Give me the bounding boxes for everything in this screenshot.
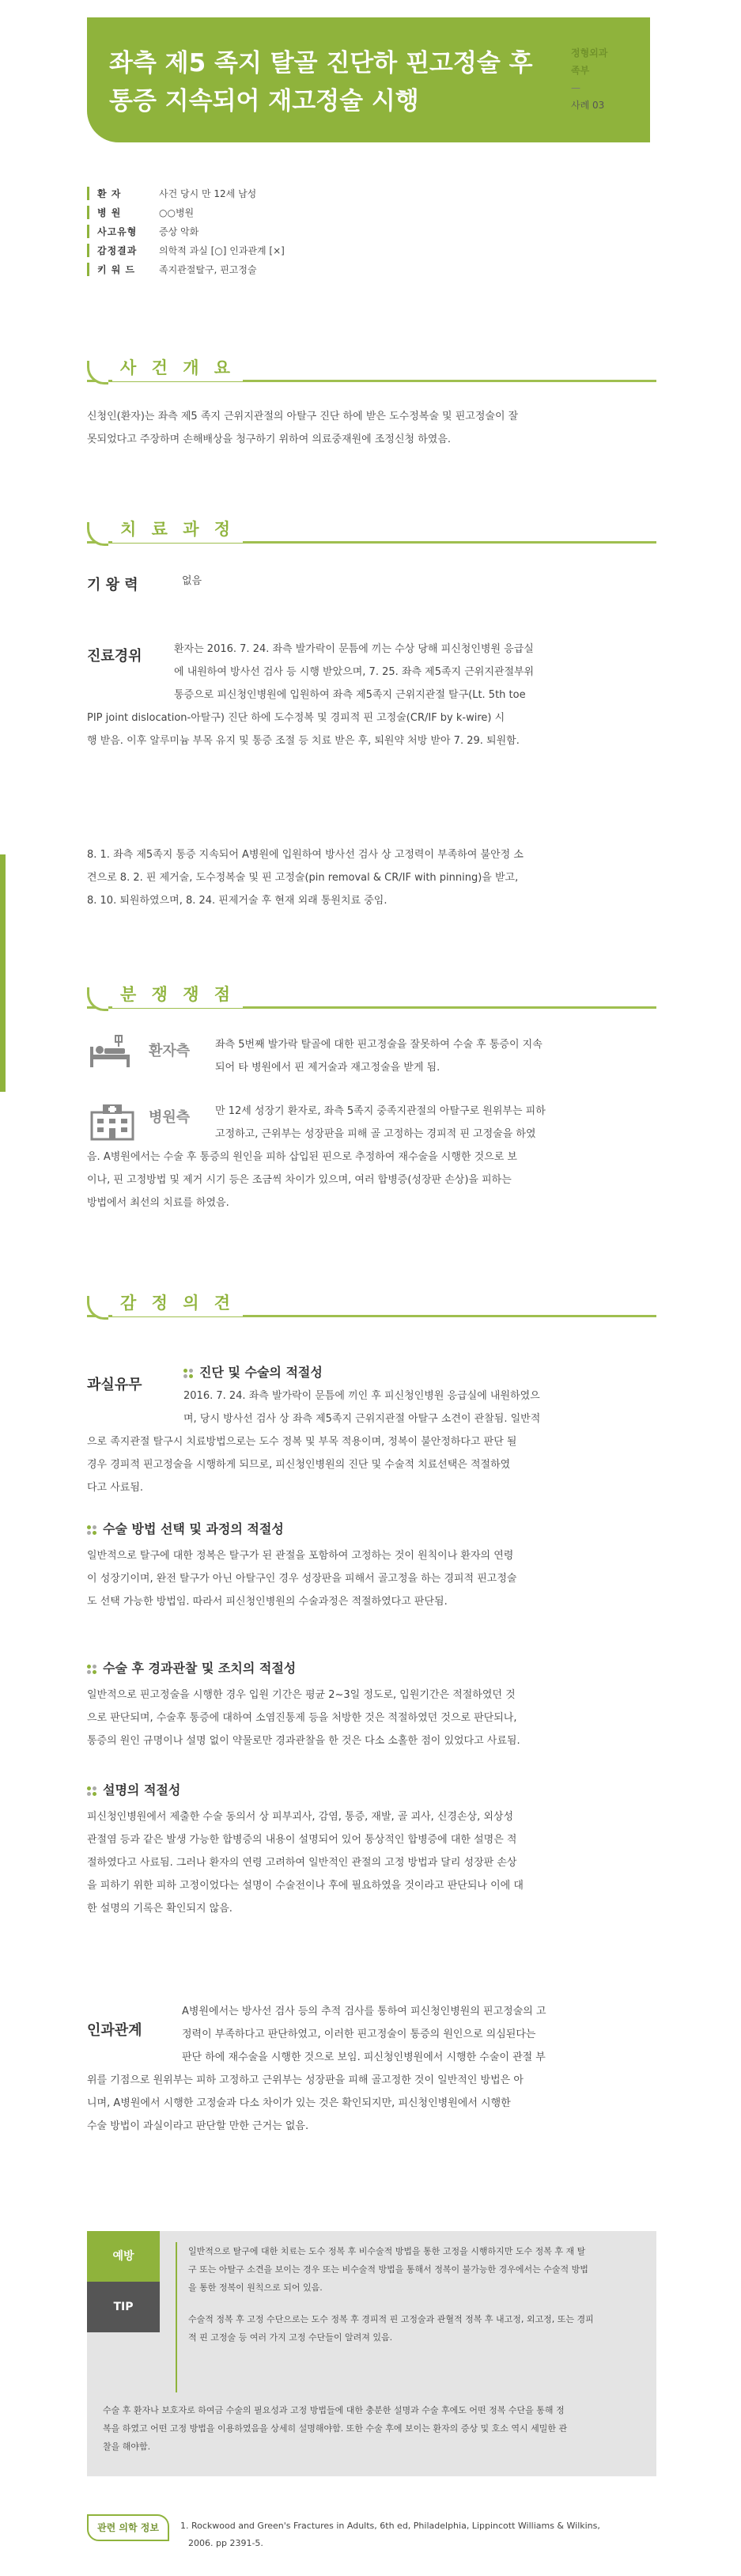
criterion-diagnosis-title: 진단 및 수술의 적절성 (183, 1362, 323, 1381)
past-history-value: 없음 (182, 575, 202, 587)
negligence-label: 과실유무 (87, 1377, 142, 1393)
case-title-line1: 좌측 제5 족지 탈골 진단하 핀고정술 후 (109, 49, 533, 78)
course-paragraph-continued: 8. 1. 좌측 제5족지 통증 지속되어 A병원에 입원하여 방사선 검사 상 고정력이 부족하여 불안정 소 견으로 8. 2. 핀 제거술, 도수정복술 및 핀 고정술(pin removal & CR/IF with pinning)을 받고, 8. 10. 퇴원하였으며, 8. 24. 핀제거술 후 현재 외래 통원치료 중임. (87, 849, 524, 907)
reference-text: 1. Rockwood and Green's Fractures in Adults, 6th ed, Philadelphia, Lippincott Williams & Wilkins, 2006. pp 2391-5. (180, 2521, 600, 2548)
hospital-side-label: 병원측 (149, 1109, 191, 1126)
tip-paragraph-3: 수술 후 환자나 보호자로 하여금 수술의 필요성과 고정 방법들에 대한 충분한 설명과 수술 후에도 어떤 정복 수단을 통해 정 복을 하였고 어떤 고정 방법을 이용하였음을 상세히 설명해야함. 또한 수술 후에 보이는 환자의 증상 및 호소 역시 세밀한 관 찰을 해야함. (103, 2405, 568, 2452)
reference-label: 관련 의학 정보 (87, 2514, 169, 2541)
patient-claim-paragraph: 좌측 5번째 발가락 탈골에 대한 핀고정술을 잘못하여 수술 후 통증이 지속 되어 타 병원에서 핀 제거술과 재고정술을 받게 됨. (215, 1039, 543, 1074)
section-heading-dispute: 분 쟁 쟁 점 (87, 981, 656, 1021)
overview-paragraph: 신청인(환자)는 좌측 제5 족지 근위지관절의 아탈구 진단 하에 받은 도수정복술 및 핀고정술이 잘 못되었다고 주장하며 손해배상을 청구하기 위하여 의료중재원에 조정신청 하였음. (87, 411, 519, 445)
bullet-dots-icon (183, 1369, 195, 1378)
criterion-method-text: 일반적으로 탈구에 대한 정복은 탈구가 된 관절을 포함하여 고정하는 것이 원칙이나 환자의 연령 이 성장기이며, 완전 탈구가 아닌 아탈구인 경우 성장판을 피해서 골고정을 하는 경피적 핀고정술 도 선택 가능한 방법임. 따라서 피신청인병원의 수술과정은 적절하였다고 판단됨. (87, 1550, 517, 1608)
case-title-line2: 통증 지속되어 재고정술 시행 (109, 87, 419, 116)
course-label: 진료경위 (87, 648, 142, 665)
case-category (571, 44, 607, 114)
causation-paragraph: A병원에서는 방사선 검사 등의 추적 검사를 통하여 피신청인병원의 핀고정술의 고 정력이 부족하다고 판단하였고, 이러한 핀고정술이 통증의 원인으로 의심된다는 판단 하에 재수술을 시행한 것으로 보임. 피신청인병원에서 시행한 수술이 관절 부 위를 기점으로 원위부는 피하 고정하고 근위부는 성장판을 피해 골고정한 것이 일반적인 방법은 아 니며, A병원에서 시행한 고정술과 다소 차이가 있는 것은 확인되지만, 피신청인병원에서 시행한 수술 방법이 과실이라고 판단할 만한 근거는 없음. (87, 2006, 546, 2132)
left-accent-bar (0, 854, 6, 1092)
criterion-followup-title: 수술 후 경과관찰 및 조치의 적절성 (87, 1658, 296, 1676)
info-row: 환 자 사건 당시 만 12세 남성 (87, 184, 285, 203)
case-info-table (87, 184, 285, 278)
info-row: 감정결과 의학적 과실 [○] 인과관계 [×] (87, 241, 285, 259)
criterion-explanation-text: 피신청인병원에서 제출한 수술 동의서 상 피부괴사, 감염, 통증, 재발, 골 괴사, 신경손상, 외상성 관절염 등과 같은 발생 가능한 합병증의 내용이 설명되어 있어 통상적인 합병증에 대한 설명은 적 절하였다고 사료됨. 그러나 환자의 연령 고려하여 일반적인 관절의 고정 방법과 달리 성장판 손상 을 피하기 위한 피하 고정이었다는 설명이 수술전이나 후에 필요하였을 것이라고 판단되나 이에 대 한 설명의 기록은 확인되지 않음. (87, 1811, 524, 1915)
criterion-explanation-title: 설명의 적절성 (87, 1780, 180, 1798)
section-heading-opinion: 감 정 의 견 (87, 1290, 656, 1329)
tip-paragraph-2: 수술적 정복 후 고정 수단으로는 도수 정복 후 경피적 핀 고정술과 관혈적 정복 후 내고정, 외고정, 또는 경피 적 핀 고정술 등 여러 가지 고정 수단들이 알려져 있음. (188, 2314, 594, 2343)
department-label: 정형외과 (571, 47, 608, 59)
section-heading-overview: 사 건 개 요 (87, 354, 656, 394)
case-title (109, 44, 533, 120)
body-part-label: 족부 (571, 65, 590, 76)
bullet-dots-icon (87, 1665, 98, 1674)
course-paragraph: 환자는 2016. 7. 24. 좌측 발가락이 문틈에 끼는 수상 당해 피신청인병원 응급실 에 내원하여 방사선 검사 등 시행 받았으며, 7. 25. 좌측 제5족지 근위지관절부위 통증으로 피신청인병원에 입원하여 좌측 제5족지 근위지관절 탈구(Lt. 5th toe PIP joint dislocation-아탈구) 진단 하에 도수정복 및 경피적 핀 고정술(CR/IF by k-wire) 시 행 받음. 이후 알루미늄 부목 유지 및 통증 조절 등 치료 받은 후, 퇴원약 처방 받아 7. 29. 퇴원함. (87, 643, 535, 747)
info-row: 키 워 드 족지관절탈구, 핀고정술 (87, 259, 285, 278)
section-heading-treatment: 치 료 과 정 (87, 516, 656, 555)
patient-bed-icon (87, 1032, 134, 1072)
tip-paragraph-1: 일반적으로 탈구에 대한 치료는 도수 정복 후 비수술적 방법을 통한 고정을 시행하지만 도수 정복 후 재 탈 구 또는 아탈구 소견을 보이는 경우 또는 비수술적 방법을 통해서 정복이 불가능한 경우에서는 수술적 방법 을 통한 정복이 원칙으로 되어 있음. (188, 2246, 588, 2293)
hospital-claim-paragraph: 만 12세 성장기 환자로, 좌측 5족지 중족지관절의 아탈구로 원위부는 피하 고정하고, 근위부는 성장판을 피해 골 고정하는 경피적 핀 고정술을 하였 음. A병원에서는 수술 후 통증의 원인을 피하 삽입된 핀으로 추정하여 재수술을 시행한 것으로 보 이나, 핀 고정방법 및 제거 시기 등은 조금씩 차이가 있으며, 여러 합병증(성장판 손상)을 피하는 방법에서 최선의 치료를 하였음. (87, 1105, 546, 1209)
bullet-dots-icon (87, 1525, 98, 1535)
info-row: 사고유형 증상 악화 (87, 222, 285, 241)
criterion-followup-text: 일반적으로 핀고정술을 시행한 경우 입원 기간은 평균 2~3일 정도로, 입원기간은 적절하였던 것 으로 판단되며, 수술후 통증에 대하여 소염진통제 등을 처방한 것은 적절하였던 것으로 판단되나, 통증의 원인 규명이나 설명 없이 약물로만 경과관찰을 한 것은 다소 소홀한 점이 있었다고 사료됨. (87, 1689, 520, 1747)
bullet-dots-icon (87, 1786, 98, 1796)
criterion-diagnosis-text: 2016. 7. 24. 좌측 발가락이 문틈에 끼인 후 피신청인병원 응급실에 내원하였으 며, 당시 방사선 검사 상 좌측 제5족지 근위지관절 아탈구 소견이 관찰됨. 일반적 으로 족지관절 탈구시 치료방법으로는 도수 정복 및 부목 적용이며, 정복이 불안정하다고 판단 될 경우 경피적 핀고정술을 시행하게 되므로, 피신청인병원의 진단 및 수술적 치료선택은 적절하였 다고 사료됨. (87, 1390, 541, 1494)
case-title-banner (87, 17, 650, 142)
tip-badge: 예방 TIP (87, 2231, 160, 2332)
past-history-label: 기 왕 력 (87, 577, 138, 593)
info-row: 병 원 ○○병원 (87, 203, 285, 222)
criterion-method-title: 수술 방법 선택 및 과정의 적절성 (87, 1519, 284, 1537)
causation-label: 인과관계 (87, 2022, 142, 2039)
tip-divider (176, 2242, 177, 2392)
prevention-tip-box (87, 2231, 656, 2476)
category-separator: — (571, 82, 580, 93)
patient-side-label: 환자측 (149, 1043, 191, 1059)
case-number: 사례 03 (571, 100, 605, 111)
